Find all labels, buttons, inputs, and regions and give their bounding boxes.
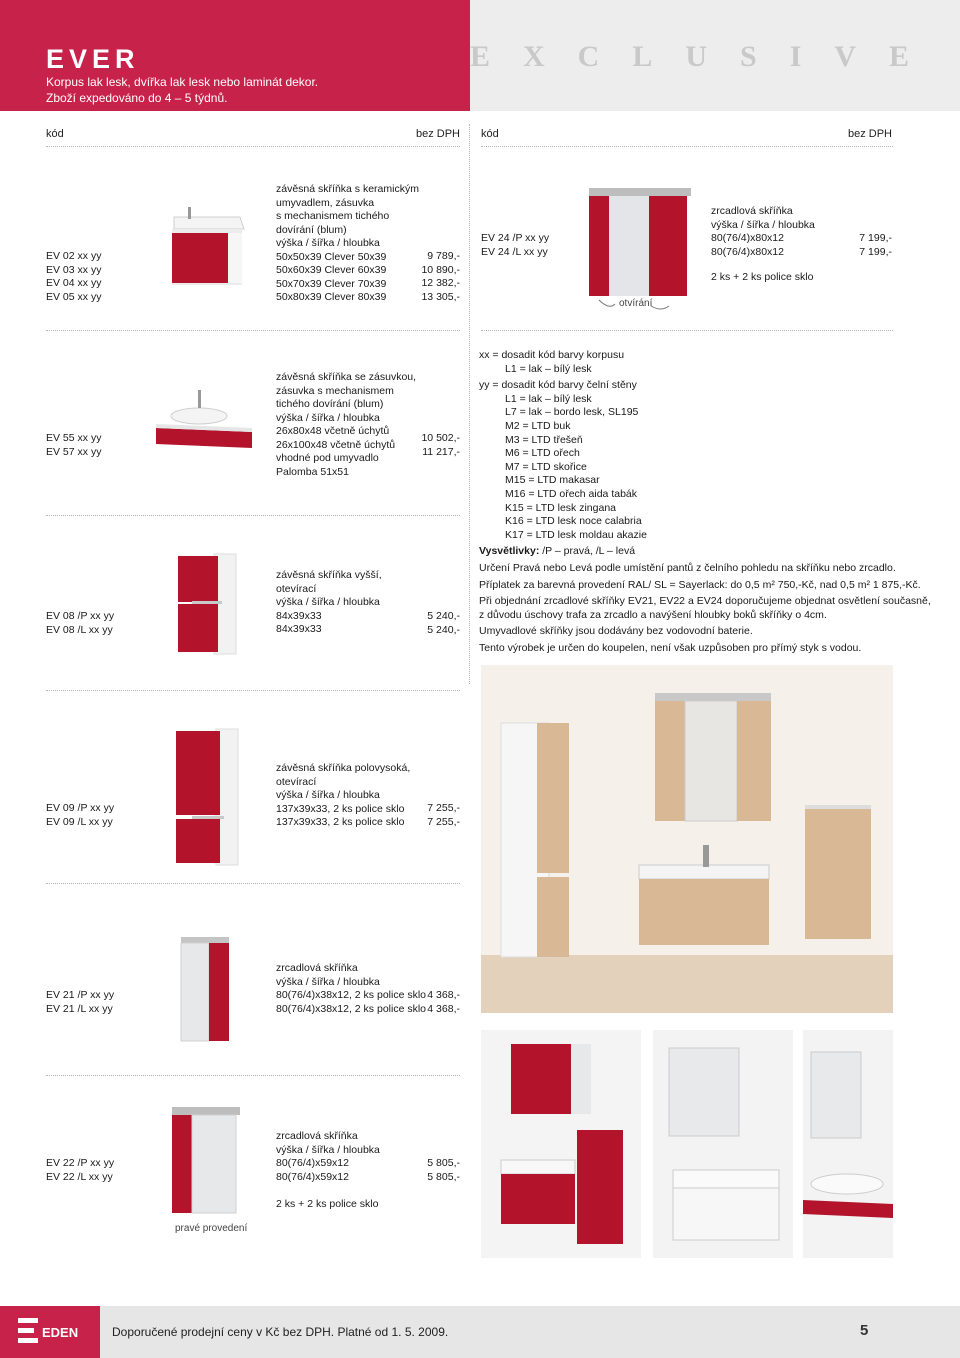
header-subtitle-2: Zboží expedováno do 4 – 5 týdnů. (46, 91, 228, 105)
product-codes (46, 610, 114, 637)
row-divider (46, 1075, 460, 1076)
product-prices (400, 250, 460, 304)
desc-line: s mechanismem tichého (276, 210, 390, 222)
desc-line: tichého dovírání (blum) (276, 398, 384, 410)
mirror-cabinet-wide-image (168, 1105, 242, 1217)
price: 4 368,- (427, 989, 460, 1001)
legend-item: L1 = lak – bílý lesk (505, 392, 592, 405)
desc-line: 2 ks + 2 ks police sklo (276, 1198, 379, 1210)
desc-line: 80(76/4)x80x12 (711, 232, 784, 244)
legend-note: Tento výrobek je určen do koupelen, není však uzpůsoben pro přímý styk s vodou. (479, 641, 862, 654)
right-version-label: pravé provedení (175, 1223, 248, 1234)
price: 5 240,- (427, 610, 460, 622)
desc-line: výška / šířka / hloubka (276, 1143, 380, 1156)
bathroom-photo-large (481, 665, 893, 1013)
product-code: EV 02 xx yy (46, 250, 102, 262)
desc-line: 80(76/4)x59x12 (276, 1170, 349, 1183)
desc-line: zrcadlová skříňka (711, 205, 793, 217)
legend-item: M7 = LTD skořice (505, 460, 587, 473)
product-description (276, 183, 419, 305)
desc-line: zrcadlová skříňka (276, 962, 358, 974)
legend-item: K16 = LTD lesk noce calabria (505, 515, 642, 528)
drawer-cabinet-image (154, 386, 254, 456)
desc-line: dovírání (blum) (276, 223, 347, 236)
row-divider (46, 690, 460, 691)
legend-item: M3 = LTD třešeň (505, 433, 583, 446)
legend-note: Určení Pravá nebo Levá podle umístění pantů z čelního pohledu na skříňku nebo zrcadlo. (479, 561, 896, 574)
desc-line: výška / šířka / hloubka (276, 237, 380, 249)
desc-line: 80(76/4)x80x12 (711, 245, 784, 258)
legend-item: K17 = LTD lesk moldau akazie (505, 528, 647, 541)
price: 12 382,- (421, 277, 460, 289)
price: 7 199,- (859, 245, 892, 258)
legend-item: M2 = LTD buk (505, 419, 571, 432)
desc-line: výška / šířka / hloubka (276, 789, 380, 801)
product-code: EV 24 /P xx yy (481, 232, 550, 244)
product-description (276, 1130, 380, 1212)
desc-line: závěsná skříňka s keramickým (276, 183, 419, 195)
price: 7 199,- (859, 232, 892, 244)
legend-item: M6 = LTD ořech (505, 447, 580, 460)
price: 9 789,- (427, 250, 460, 262)
row-divider (481, 330, 893, 331)
product-codes (46, 802, 114, 829)
tall-cabinet-image (172, 727, 242, 867)
legend-note: Při objednání zrcadlové skříňky EV21, EV22 a EV24 doporučujeme objednat osvětlení současně, (479, 595, 931, 608)
product-prices (400, 610, 460, 637)
price: 5 805,- (427, 1157, 460, 1169)
price: 13 305,- (421, 290, 460, 303)
desc-line: výška / šířka / hloubka (711, 218, 815, 231)
desc-line: 50x80x39 Clever 80x39 (276, 291, 387, 303)
product-description (276, 371, 416, 479)
bathroom-photo-red (481, 1030, 641, 1258)
eden-logo-icon (18, 1318, 38, 1344)
desc-line: otevírací (276, 775, 317, 788)
desc-line: 50x60x39 Clever 60x39 (276, 264, 387, 276)
product-codes (46, 1157, 114, 1184)
product-codes (481, 232, 549, 259)
desc-line: závěsná skříňka se zásuvkou, (276, 371, 417, 383)
price: 7 255,- (427, 802, 460, 814)
desc-line: zrcadlová skříňka (276, 1130, 358, 1142)
product-code: EV 04 xx yy (46, 277, 102, 289)
legend-info (479, 349, 934, 655)
legend-note: z důvodu úschovy trafa za zrcadlo a navýšení hloubky boků skříňky o 4cm. (479, 608, 827, 621)
row-divider (46, 146, 460, 147)
legend-yy-title: yy = dosadit kód barvy čelní stěny (479, 379, 637, 392)
desc-line: 80(76/4)x59x12 (276, 1157, 349, 1169)
product-code: EV 05 xx yy (46, 290, 102, 303)
desc-line: výška / šířka / hloubka (276, 411, 380, 424)
opening-label: otvírání (619, 298, 653, 309)
product-code: EV 21 /L xx yy (46, 1002, 113, 1015)
desc-line: 80(76/4)x38x12, 2 ks police sklo (276, 989, 426, 1001)
desc-line: 2 ks + 2 ks police sklo (711, 271, 814, 283)
product-codes (46, 989, 114, 1016)
product-code: EV 08 /L xx yy (46, 623, 113, 636)
product-code: EV 03 xx yy (46, 263, 102, 276)
desc-line: 84x39x33 (276, 609, 322, 622)
desc-line: 50x70x39 Clever 70x39 (276, 277, 387, 290)
desc-line: 50x50x39 Clever 50x39 (276, 250, 387, 263)
product-prices (400, 1157, 460, 1184)
desc-line: vhodné pod umyvadlo (276, 452, 379, 464)
price: 10 890,- (421, 263, 460, 276)
price: 10 502,- (421, 432, 460, 444)
mirror-cabinet-image (585, 186, 695, 316)
footer-text: Doporučené prodejní ceny v Kč bez DPH. Platné od 1. 5. 2009. (112, 1325, 449, 1339)
col-price-right: bez DPH (847, 128, 892, 140)
product-description (276, 762, 410, 830)
legend-item: M16 = LTD ořech aida tabák (505, 487, 638, 500)
legend-item: L7 = lak – bordo lesk, SL195 (505, 406, 639, 419)
legend-xx-title: xx = dosadit kód barvy korpusu (479, 349, 625, 361)
desc-line: 26x80x48 včetně úchytů (276, 425, 390, 437)
legend-note: Umyvadlové skříňky jsou dodávány bez vodovodní baterie. (479, 625, 753, 638)
product-code: EV 22 /L xx yy (46, 1170, 113, 1183)
bathroom-photo-oval (803, 1030, 893, 1258)
desc-line: otevírací (276, 582, 317, 595)
desc-line: 137x39x33, 2 ks police sklo (276, 816, 405, 828)
desc-line: 80(76/4)x38x12, 2 ks police sklo (276, 1002, 426, 1015)
product-codes (46, 432, 101, 459)
product-code: EV 21 /P xx yy (46, 989, 115, 1001)
row-divider (481, 146, 893, 147)
col-code-left: kód (46, 128, 64, 140)
exclusive-title: EXCLUSIVE (470, 40, 943, 73)
product-codes (46, 250, 101, 304)
brand-title: EVER (46, 44, 140, 74)
desc-line: zásuvka s mechanismem (276, 384, 394, 397)
product-code: EV 57 xx yy (46, 445, 102, 458)
desc-line: Palomba 51x51 (276, 465, 349, 478)
price: 4 368,- (427, 1002, 460, 1015)
row-divider (46, 515, 460, 516)
product-code: EV 55 xx yy (46, 432, 102, 444)
row-divider (46, 883, 460, 884)
legend-item: K15 = LTD lesk zingana (505, 501, 616, 514)
desc-line: 26x100x48 včetně úchytů (276, 438, 396, 451)
col-code-right: kód (481, 128, 499, 140)
legend-item: L1 = lak – bílý lesk (505, 362, 592, 375)
bathroom-photo-white (653, 1030, 793, 1258)
desc-line: umyvadlem, zásuvka (276, 196, 375, 209)
legend-item: M15 = LTD makasar (505, 474, 600, 487)
product-description (711, 205, 815, 285)
desc-line: závěsná skříňka polovysoká, (276, 762, 411, 774)
product-code: EV 24 /L xx yy (481, 245, 548, 258)
vanity-cabinet-image (168, 203, 248, 287)
desc-line: závěsná skříňka vyšší, (276, 569, 382, 581)
price: 5 805,- (427, 1170, 460, 1183)
product-code: EV 22 /P xx yy (46, 1157, 115, 1169)
explain-text: /P – pravá, /L – levá (539, 545, 636, 558)
desc-line: výška / šířka / hloubka (276, 596, 380, 608)
price: 11 217,- (422, 445, 460, 458)
explain-label: Vysvětlivky: (479, 545, 540, 558)
product-prices (832, 232, 892, 259)
product-code: EV 09 /P xx yy (46, 802, 115, 814)
product-prices (400, 802, 460, 829)
desc-line: výška / šířka / hloubka (276, 975, 380, 988)
product-description (276, 569, 382, 637)
desc-line: 137x39x33, 2 ks police sklo (276, 802, 405, 815)
wall-cabinet-image (174, 552, 240, 656)
product-prices (400, 432, 460, 459)
page-number: 5 (860, 1322, 869, 1339)
product-code: EV 08 /P xx yy (46, 610, 115, 622)
price: 5 240,- (427, 623, 460, 636)
header-subtitle-1: Korpus lak lesk, dvířka lak lesk nebo laminát dekor. (46, 75, 319, 89)
col-price-left: bez DPH (415, 128, 460, 140)
desc-line: 84x39x33 (276, 623, 322, 635)
footer-logo-text: EDEN (42, 1325, 79, 1340)
price: 7 255,- (427, 815, 460, 828)
vertical-divider (469, 124, 470, 684)
product-prices (400, 989, 460, 1016)
row-divider (46, 330, 460, 331)
product-code: EV 09 /L xx yy (46, 815, 113, 828)
mirror-cabinet-small-image (177, 935, 233, 1043)
legend-note: Příplatek za barevná provedení RAL/ SL = Sayerlack: do 0,5 m² 750,-Kč, nad 0,5 m² 1 875,-Kč. (479, 578, 921, 591)
